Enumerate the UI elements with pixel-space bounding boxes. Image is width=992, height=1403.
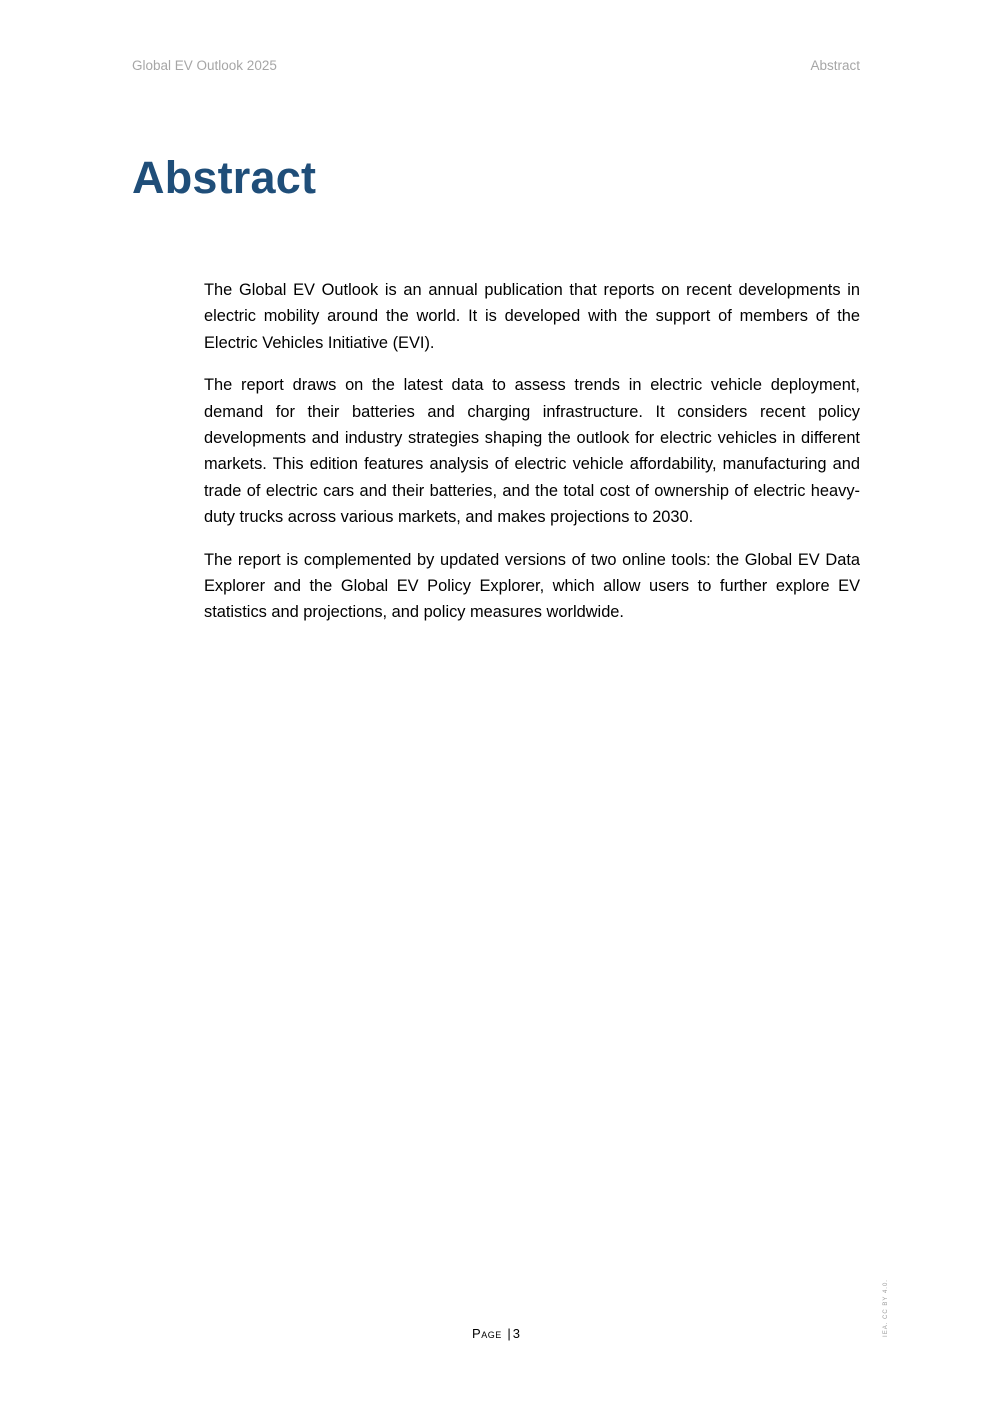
page-title: Abstract — [132, 152, 317, 203]
page-label: Page — [472, 1326, 502, 1341]
running-header-section: Abstract — [810, 58, 860, 73]
license-mark: IEA. CC BY 4.0. — [883, 1279, 889, 1337]
abstract-paragraph-3: The report is complemented by updated versions of two online tools: the Global EV Data Explorer and the Global EV Policy Explorer, which allow users to further explore EV statistics and projections, and policy measures worldwide. — [204, 550, 860, 622]
running-header-title: Global EV Outlook 2025 — [132, 58, 277, 73]
abstract-body — [204, 277, 860, 642]
page-number: 3 — [512, 1326, 520, 1341]
page-separator: | — [507, 1326, 511, 1341]
abstract-paragraph-2: The report draws on the latest data to assess trends in electric vehicle deployment, demand for their batteries and charging infrastructure. It considers recent policy developments and industry strategies shaping the outlook for electric vehicles in different markets. This edition features analysis of electric vehicle affordability, manufacturing and trade of electric cars and their batteries, and the total cost of ownership of electric heavy-duty trucks across various markets, and makes projections to 2030. — [204, 376, 860, 527]
abstract-paragraph-1: The Global EV Outlook is an annual publication that reports on recent developments in electric mobility around the world. It is developed with the support of members of the Electric Vehicles Initiative (EVI). — [204, 281, 860, 352]
page-footer — [0, 1326, 992, 1341]
